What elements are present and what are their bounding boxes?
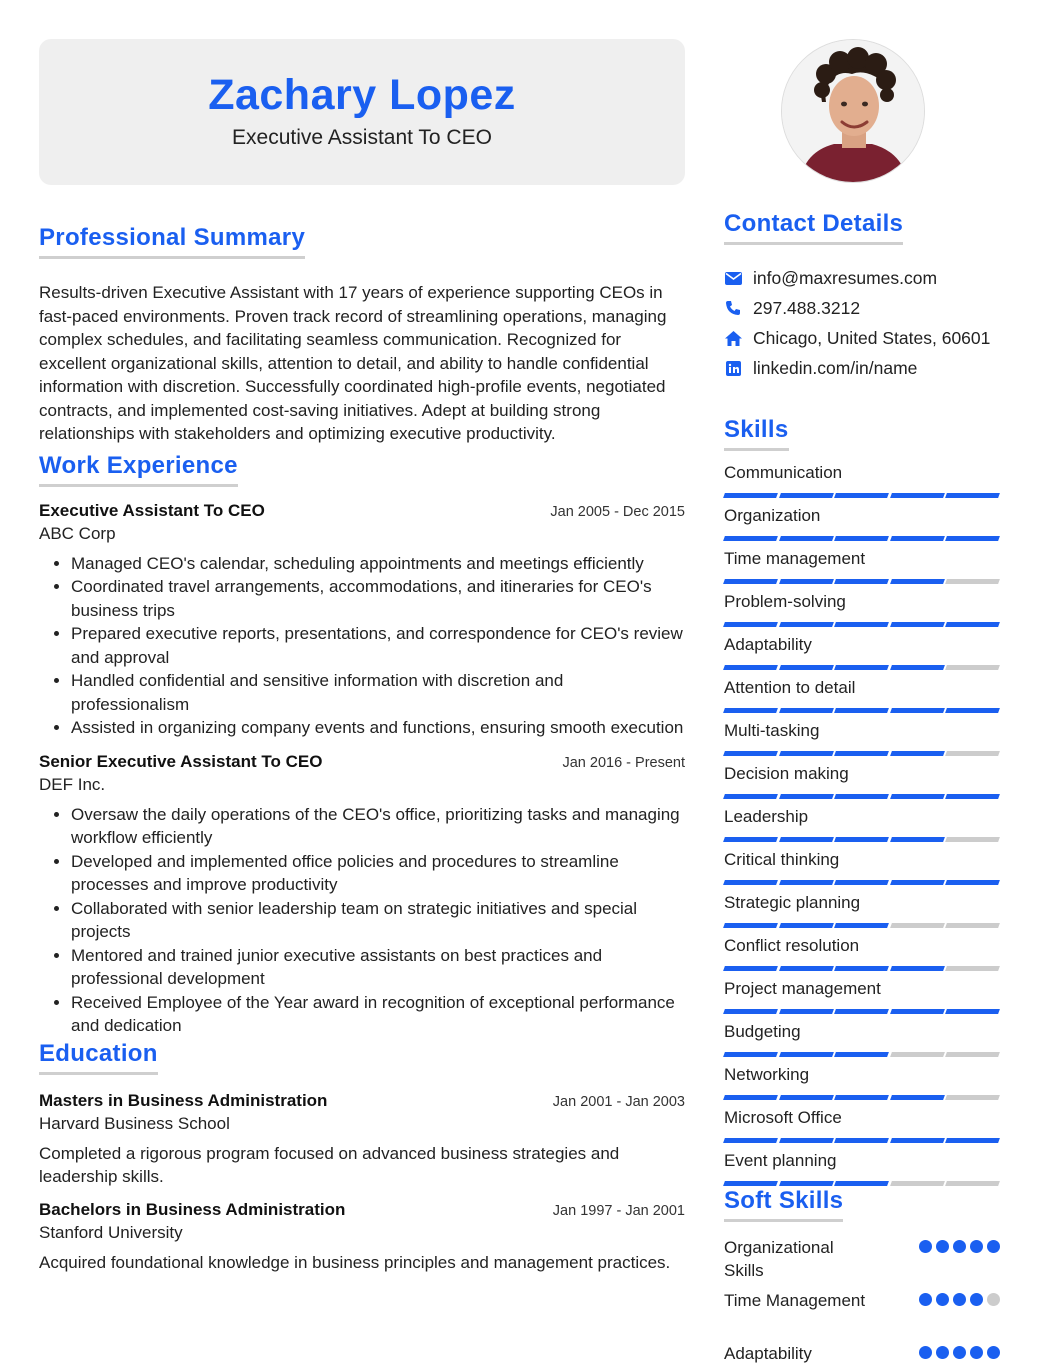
skill-level-segment (890, 966, 944, 971)
skill-level-bar (724, 1181, 1000, 1186)
list-item: • Coordinated travel arrangements, accommodations, and itineraries for CEO's business trips (71, 575, 685, 622)
list-item: • Collaborated with senior leadership team on strategic initiatives and special projects (71, 897, 685, 944)
skill-name: Leadership (724, 807, 809, 826)
skill-level-segment (890, 1052, 944, 1057)
skill-level-bar (724, 966, 1000, 971)
skill-level-segment (779, 837, 833, 842)
skill-level-segment (945, 1181, 999, 1186)
education-dates: Jan 2001 - Jan 2003 (552, 1093, 685, 1110)
skill-level-segment (890, 1009, 944, 1014)
skill-level-segment (723, 536, 777, 541)
skill-item (724, 763, 1000, 806)
skill-item (724, 978, 1000, 1021)
skill-level-segment (723, 579, 777, 584)
rating-dot (936, 1346, 949, 1359)
skill-name: Problem-solving (724, 592, 846, 611)
skill-level-segment (834, 1009, 888, 1014)
rating-dot (936, 1240, 949, 1253)
skill-level-segment (834, 794, 888, 799)
job-dates: Jan 2016 - Present (562, 754, 685, 771)
skill-level-segment (723, 794, 777, 799)
skill-item (724, 1021, 1000, 1064)
skill-item (724, 634, 1000, 677)
rating-dot (970, 1346, 983, 1359)
skill-level-segment (945, 837, 999, 842)
skill-item (724, 505, 1000, 548)
job-entry (39, 752, 685, 1038)
skill-level-bar (724, 1052, 1000, 1057)
skill-level-segment (834, 665, 888, 670)
skill-name: Adaptability (724, 635, 812, 654)
skill-level-segment (779, 923, 833, 928)
education-description: Completed a rigorous program focused on advanced business strategies and leadership skills. (39, 1143, 620, 1186)
skill-item (724, 1064, 1000, 1107)
soft-skills-heading: Soft Skills (724, 1187, 843, 1222)
job-dates: Jan 2005 - Dec 2015 (550, 503, 685, 520)
skill-name: Conflict resolution (724, 936, 860, 955)
skills-list (724, 462, 1000, 1193)
skill-name: Communication (724, 463, 843, 482)
school-name: Stanford University (39, 1222, 183, 1242)
skill-level-segment (779, 622, 833, 627)
rating-dot (953, 1240, 966, 1253)
skill-level-segment (834, 579, 888, 584)
skill-level-segment (834, 1052, 888, 1057)
skill-level-segment (890, 751, 944, 756)
sidebar-column (724, 210, 1000, 1372)
location-text: Chicago, United States, 60601 (753, 327, 991, 348)
skill-level-bar (724, 622, 1000, 627)
degree-title: Masters in Business Administration (39, 1090, 328, 1110)
degree-title: Bachelors in Business Administration (39, 1199, 346, 1219)
skill-level-segment (723, 708, 777, 713)
list-item: • Received Employee of the Year award in recognition of exceptional performance and dedication (71, 991, 685, 1038)
job-bullets (39, 552, 685, 740)
soft-skill-name: Organizational Skills (724, 1238, 834, 1280)
list-item: • Mentored and trained junior executive assistants on best practices and professional development (71, 944, 685, 991)
skill-level-segment (723, 837, 777, 842)
skill-level-segment (723, 493, 777, 498)
contact-linkedin[interactable] (724, 353, 1000, 383)
soft-skill-item (724, 1236, 1000, 1289)
job-entry (39, 501, 685, 740)
skill-level-segment (779, 708, 833, 713)
skill-level-bar (724, 880, 1000, 885)
rating-dot (987, 1346, 1000, 1359)
skill-level-bar (724, 751, 1000, 756)
skill-level-segment (779, 1052, 833, 1057)
skill-level-segment (834, 622, 888, 627)
rating-dot (970, 1293, 983, 1306)
rating-dot (987, 1240, 1000, 1253)
skill-name: Budgeting (724, 1022, 801, 1041)
skill-level-segment (890, 579, 944, 584)
skill-level-segment (779, 493, 833, 498)
skill-level-bar (724, 837, 1000, 842)
list-item: • Assisted in organizing company events and functions, ensuring smooth execution (71, 716, 685, 740)
soft-skill-rating (919, 1346, 1000, 1359)
envelope-icon (724, 269, 742, 287)
skill-level-segment (945, 579, 999, 584)
skill-level-bar (724, 536, 1000, 541)
skill-level-segment (945, 622, 999, 627)
experience-heading: Work Experience (39, 452, 238, 487)
main-column (39, 224, 685, 1274)
skill-level-segment (945, 794, 999, 799)
skill-level-segment (779, 1095, 833, 1100)
avatar (781, 39, 925, 183)
skill-level-segment (945, 493, 999, 498)
list-item: • Prepared executive reports, presentations, and correspondence for CEO's review and approval (71, 622, 685, 669)
skill-level-segment (945, 923, 999, 928)
rating-dot (953, 1293, 966, 1306)
skill-name: Critical thinking (724, 850, 840, 869)
skill-level-bar (724, 1009, 1000, 1014)
skill-level-segment (890, 1095, 944, 1100)
skill-level-segment (834, 536, 888, 541)
skill-level-segment (890, 493, 944, 498)
linkedin-text: linkedin.com/in/name (753, 357, 918, 378)
contact-list (724, 263, 1000, 383)
skill-level-segment (834, 751, 888, 756)
avatar-portrait-icon (782, 40, 924, 182)
skill-level-segment (945, 1052, 999, 1057)
skill-level-segment (723, 1095, 777, 1100)
education-entry (39, 1200, 685, 1274)
skill-level-segment (945, 1095, 999, 1100)
skill-level-segment (779, 665, 833, 670)
skill-item (724, 1107, 1000, 1150)
skill-level-segment (834, 837, 888, 842)
skill-name: Organization (724, 506, 821, 525)
rating-dot (970, 1240, 983, 1253)
skill-level-segment (779, 880, 833, 885)
skill-level-bar (724, 794, 1000, 799)
soft-skill-rating (919, 1240, 1000, 1253)
skill-level-segment (834, 966, 888, 971)
rating-dot (919, 1240, 932, 1253)
skill-level-bar (724, 1138, 1000, 1143)
linkedin-icon (724, 359, 742, 377)
skill-item (724, 849, 1000, 892)
skill-level-segment (945, 708, 999, 713)
skill-level-bar (724, 665, 1000, 670)
skill-level-segment (723, 622, 777, 627)
job-company: DEF Inc. (39, 774, 106, 794)
skill-item (724, 935, 1000, 978)
rating-dot (936, 1293, 949, 1306)
summary-text: Results-driven Executive Assistant with 17 years of experience supporting CEOs in fast-paced environments. Proven track record of streamlining operations, managing complex schedules, and facilitating seamless communication. Recognized for excellent organizational skills, attention to detail, and ability to handle confidential information with discretion. Successfully coordinated high-profile events, negotiated contracts, and implemented cost-saving initiatives. Adept at building strong relationships with stakeholders and optimizing executive productivity. (39, 283, 667, 443)
skill-level-segment (834, 880, 888, 885)
skill-level-segment (723, 1052, 777, 1057)
job-title: Executive Assistant To CEO (39, 500, 265, 520)
skill-level-segment (779, 1181, 833, 1186)
skill-name: Multi-tasking (724, 721, 820, 740)
list-item: • Handled confidential and sensitive information with discretion and professionalism (71, 669, 685, 716)
skill-level-segment (890, 1138, 944, 1143)
phone-icon (724, 299, 742, 317)
job-title: Senior Executive Assistant To CEO (39, 751, 323, 771)
skill-item (724, 462, 1000, 505)
rating-dot (987, 1293, 1000, 1306)
skill-level-segment (945, 751, 999, 756)
skill-name: Project management (724, 979, 881, 998)
skill-level-segment (779, 579, 833, 584)
soft-skill-name: Adaptability (724, 1344, 812, 1363)
skill-level-bar (724, 1095, 1000, 1100)
skill-level-segment (723, 966, 777, 971)
skill-level-segment (723, 1138, 777, 1143)
skill-level-segment (779, 966, 833, 971)
skill-level-segment (890, 837, 944, 842)
skill-level-bar (724, 708, 1000, 713)
skill-level-segment (890, 536, 944, 541)
soft-skill-name: Time Management (724, 1291, 866, 1310)
skill-level-segment (890, 622, 944, 627)
skill-level-segment (779, 536, 833, 541)
soft-skill-rating (919, 1293, 1000, 1306)
home-icon (724, 329, 742, 347)
skill-level-bar (724, 579, 1000, 584)
skill-level-segment (779, 794, 833, 799)
contact-heading: Contact Details (724, 210, 903, 245)
skill-level-segment (723, 923, 777, 928)
skill-level-segment (890, 708, 944, 713)
skill-level-segment (723, 665, 777, 670)
skill-item (724, 720, 1000, 763)
skill-level-segment (890, 665, 944, 670)
header-banner (39, 39, 685, 185)
skill-level-segment (723, 880, 777, 885)
list-item: • Managed CEO's calendar, scheduling appointments and meetings efficiently (71, 552, 685, 576)
skill-name: Strategic planning (724, 893, 861, 912)
job-company: ABC Corp (39, 523, 116, 543)
education-dates: Jan 1997 - Jan 2001 (552, 1202, 685, 1219)
skill-level-segment (945, 880, 999, 885)
skill-level-segment (890, 880, 944, 885)
candidate-name: Zachary Lopez (208, 71, 516, 119)
soft-skill-item (724, 1342, 1000, 1372)
skill-level-segment (890, 1181, 944, 1186)
list-item: • Developed and implemented office policies and procedures to streamline processes and improve productivity (71, 850, 685, 897)
skill-level-segment (779, 1138, 833, 1143)
skill-level-bar (724, 493, 1000, 498)
skill-name: Decision making (724, 764, 849, 783)
skill-level-segment (945, 536, 999, 541)
phone-text: 297.488.3212 (753, 297, 861, 318)
soft-skills-list (724, 1236, 1000, 1372)
skill-level-segment (723, 751, 777, 756)
skill-name: Attention to detail (724, 678, 856, 697)
skill-name: Time management (724, 549, 866, 568)
contact-phone[interactable] (724, 293, 1000, 323)
rating-dot (919, 1293, 932, 1306)
skill-item (724, 677, 1000, 720)
skill-level-segment (723, 1009, 777, 1014)
skill-item (724, 892, 1000, 935)
skill-name: Microsoft Office (724, 1108, 842, 1127)
skill-level-bar (724, 923, 1000, 928)
skill-level-segment (945, 1009, 999, 1014)
education-heading: Education (39, 1040, 158, 1075)
rating-dot (919, 1346, 932, 1359)
job-bullets (39, 803, 685, 1038)
contact-location (724, 323, 1000, 353)
skill-item (724, 591, 1000, 634)
skill-level-segment (779, 1009, 833, 1014)
skill-level-segment (945, 665, 999, 670)
skill-level-segment (834, 1095, 888, 1100)
skill-level-segment (834, 1138, 888, 1143)
skill-name: Event planning (724, 1151, 837, 1170)
skill-level-segment (779, 751, 833, 756)
skill-level-segment (945, 1138, 999, 1143)
education-entry (39, 1091, 685, 1188)
skill-level-segment (945, 966, 999, 971)
list-item: • Oversaw the daily operations of the CEO's office, prioritizing tasks and managing workflow efficiently (71, 803, 685, 850)
skill-level-segment (834, 493, 888, 498)
rating-dot (953, 1346, 966, 1359)
skills-heading: Skills (724, 416, 789, 451)
skill-level-segment (834, 1181, 888, 1186)
soft-skill-item (724, 1289, 1000, 1342)
school-name: Harvard Business School (39, 1113, 230, 1133)
candidate-title: Executive Assistant To CEO (232, 126, 492, 149)
skill-item (724, 806, 1000, 849)
education-description: Acquired foundational knowledge in business principles and management practices. (39, 1252, 671, 1272)
skill-level-segment (890, 794, 944, 799)
email-text: info@maxresumes.com (753, 267, 938, 288)
contact-email[interactable] (724, 263, 1000, 293)
skill-level-segment (890, 923, 944, 928)
skill-level-segment (834, 923, 888, 928)
skill-level-segment (723, 1181, 777, 1186)
skill-level-segment (834, 708, 888, 713)
skill-name: Networking (724, 1065, 810, 1084)
skill-item (724, 548, 1000, 591)
summary-heading: Professional Summary (39, 224, 305, 259)
